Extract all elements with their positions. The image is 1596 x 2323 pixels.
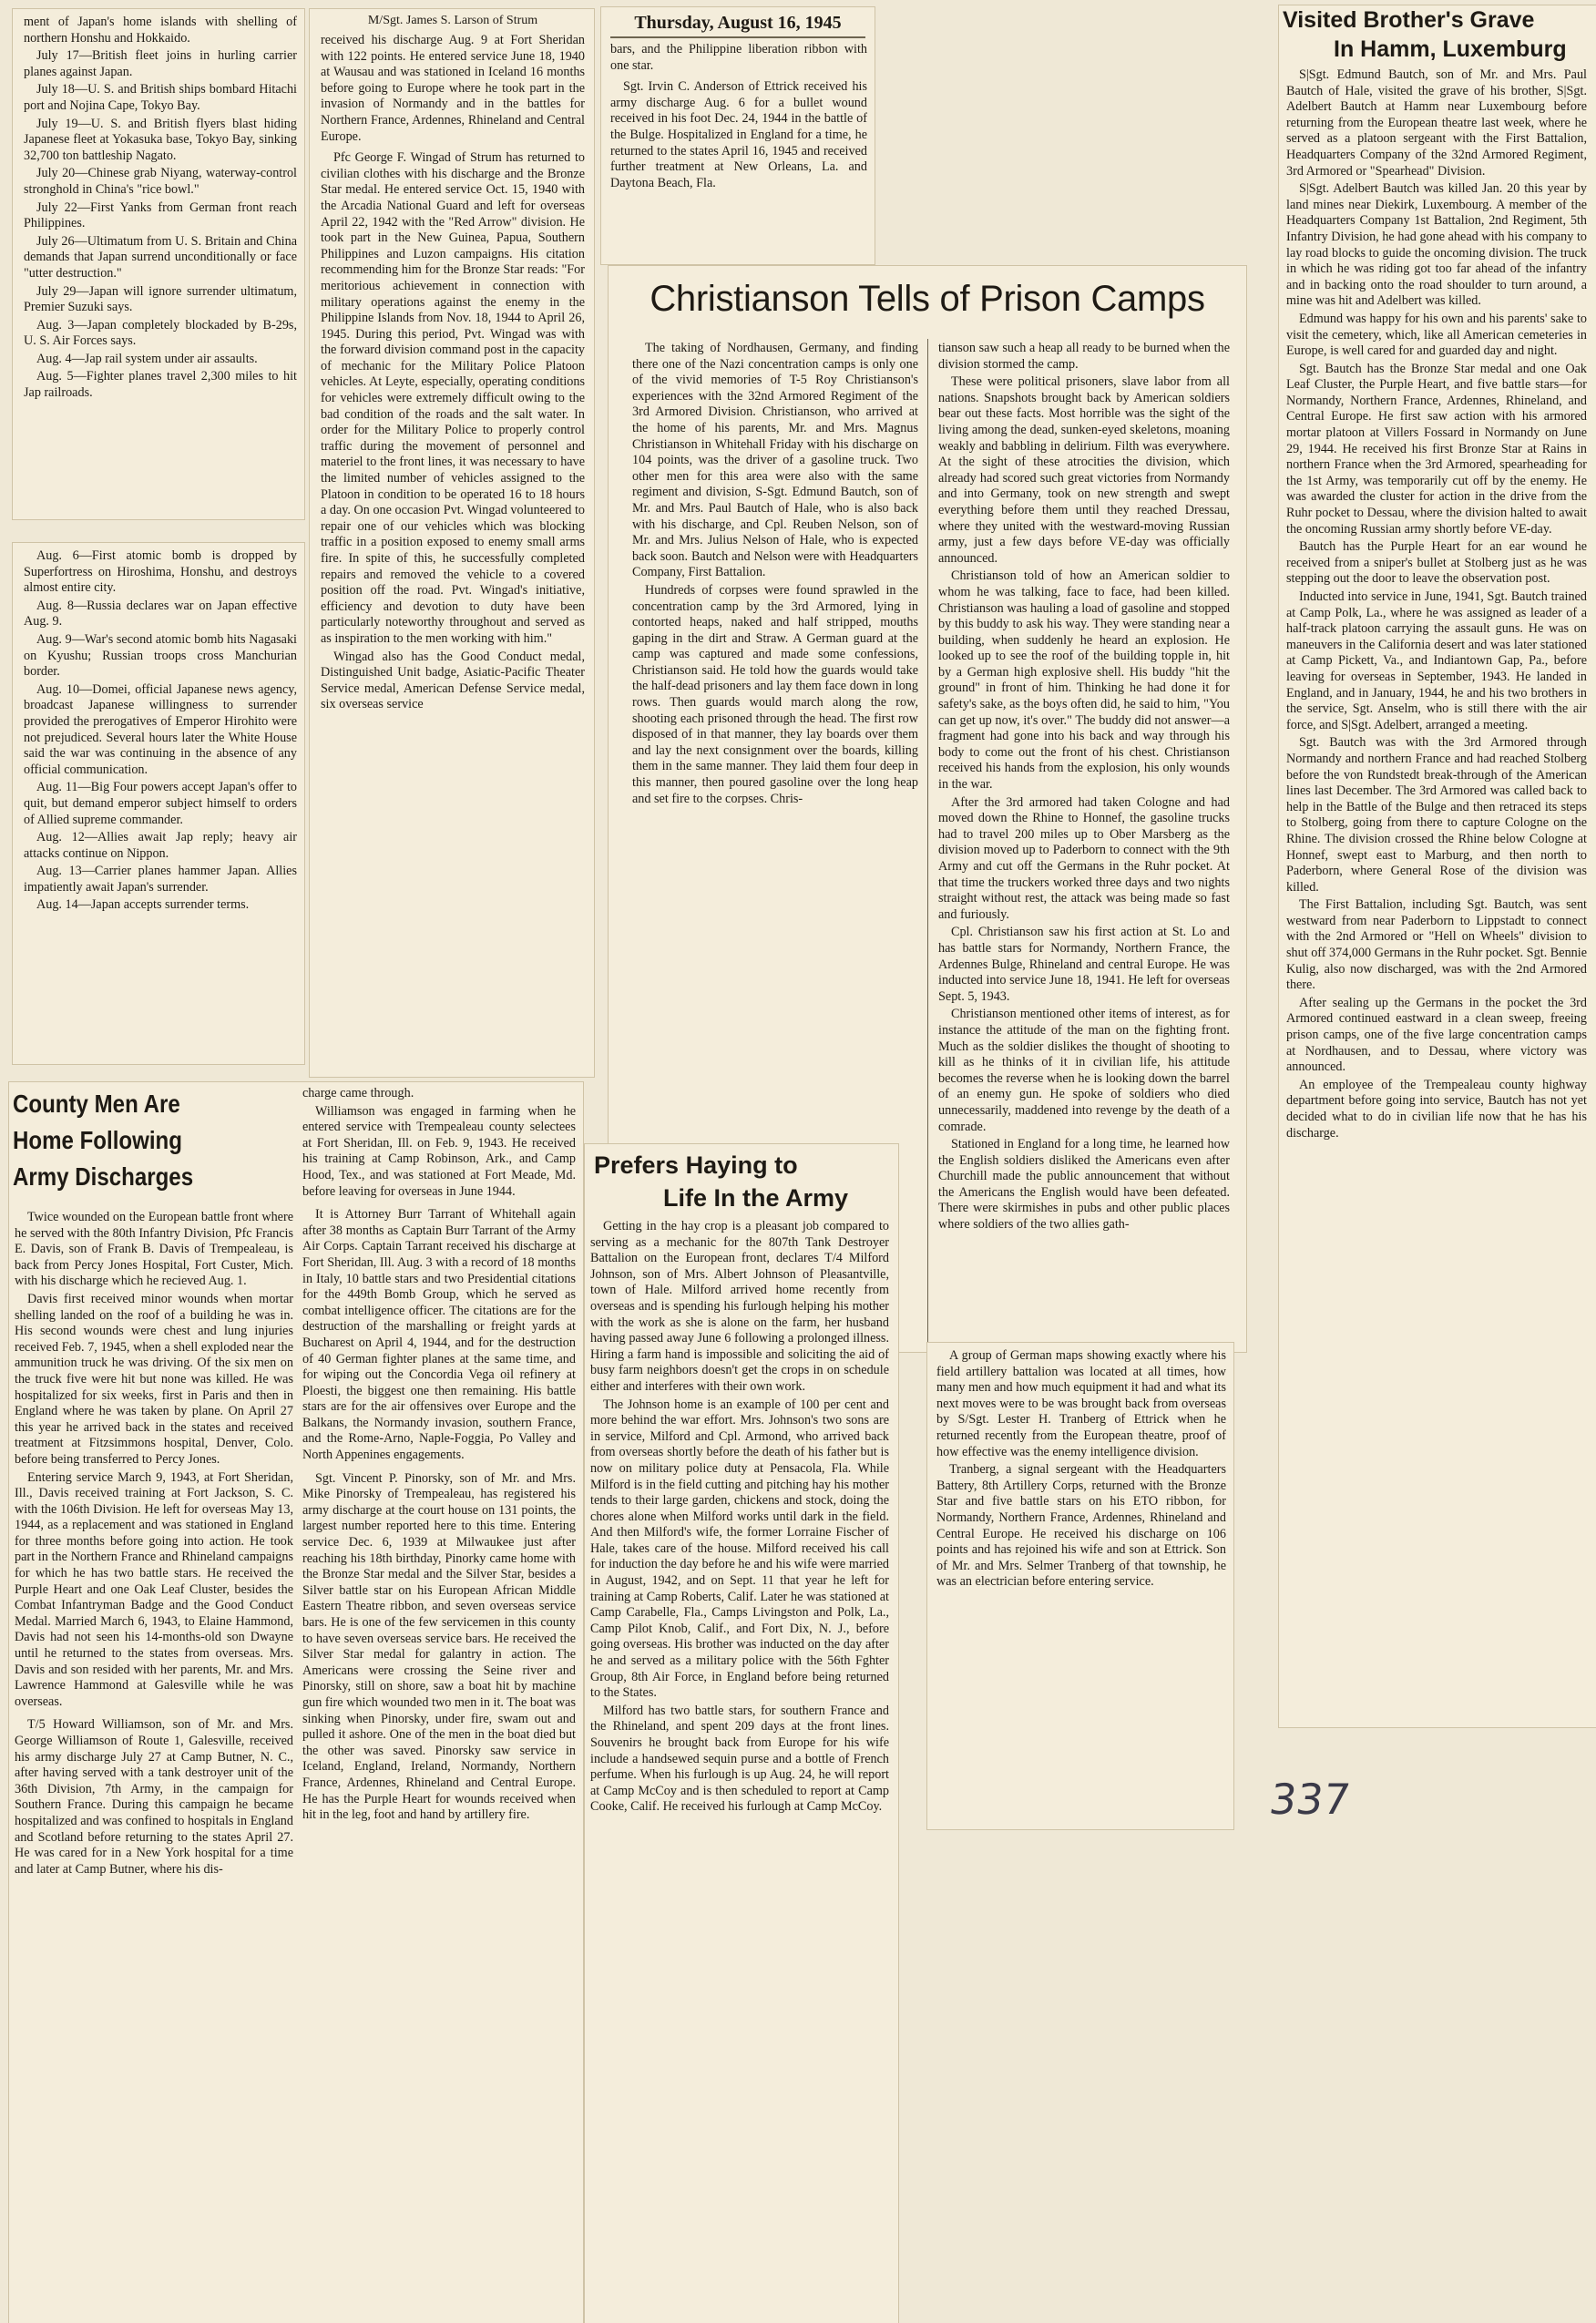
county-paragraph: Entering service March 9, 1943, at Fort Sheridan, Ill., Davis received training at Fort Jackson, S. C. with the 106th Division. He left for overseas May 13, 1944, as a replacement and was stationed in England for three months before going into action. He took part in the Northern France and Rhineland campaigns for which he has two battle stars. He received the Purple Heart and one Oak Leaf Cluster, besides the Combat Infantryman Badge and the Good Conduct Medal. Married March 6, 1943, to Elaine Hammond, Davis had not seen his 14-months-old son Dwayne until he returned to the states from overseas. Mrs. Davis and son resided with her parents, Mr. and Mrs. Lawrence Hammond at Galesville while he was overseas.: [15, 1469, 293, 1709]
chronology-entry: Aug. 6—First atomic bomb is dropped by Superfortress on Hiroshima, Honshu, and destroys almost entire city.: [24, 548, 297, 596]
bautch-headline-line: In Hamm, Luxemburg: [1334, 36, 1567, 62]
chronology-entry: July 18—U. S. and British ships bombard Hitachi port and Nojina Cape, Tokyo Bay.: [24, 82, 297, 113]
christianson-paragraph: Cpl. Christianson saw his first action at St. Lo and has battle stars for Normandy, Northern France, the Ardennes Bulge, Rhineland and central Europe. He was inducted into service June 18, 1941. He left for overseas Sept. 5, 1943.: [938, 925, 1230, 1004]
chronology-entry: July 29—Japan will ignore surrender ultimatum, Premier Suzuki says.: [24, 283, 297, 315]
county-paragraph: Sgt. Vincent P. Pinorsky, son of Mr. and Mrs. Mike Pinorsky of Trempealeau, has registered his army discharge at the court house on 131 points, the largest number reported here to this time. Entering service Dec. 6, 1939 at Milwaukee just after reaching his 18th birthday, Pinorky came home with the Bronze Star medal and the Silver Star, besides a Silver battle star on his European African Middle Eastern Theatre ribbon, and seven overseas service bars. He is one of the few servicemen in this county to have seven overseas service bars. He received the Silver Star medal for galantry in action. The Americans were crossing the Seine river and Pinorsky, still on shore, saw a boat hit by machine gun fire which wounded two men in it. The boat was sinking when Pinorsky, under fire, swam out and pulled it ashore. One of the men in the boat died but the other was saved. Pinorsky saw service in Iceland, England, Ireland, Normandy, Northern France, Ardennes, Rhineland and Central Europe. He has the Purple Heart for wounds received when hit in the leg, foot and hand by artillery fire.: [302, 1470, 576, 1823]
dateline-rule: [610, 36, 865, 38]
chronology-entry: Aug. 11—Big Four powers accept Japan's offer to quit, but demand emperor subject himself to orders of Allied supreme commander.: [24, 780, 297, 827]
japan-chronology-clipping-bottom: [13, 543, 304, 1064]
christianson-headline: Christianson Tells of Prison Camps: [650, 279, 1205, 319]
county-paragraph: Twice wounded on the European battle front where he served with the 80th Infantry Division, Pfc Francis E. Davis, son of Frank B. Davis of Trempealeau, is back from Percy Jones Hospital, Fort Custer, Mich. with his discharge which he recieved Aug. 1.: [15, 1210, 293, 1289]
chronology-entry: Aug. 14—Japan accepts surrender terms.: [36, 897, 250, 913]
county-column-1: [15, 1210, 293, 2319]
larson-paragraph: received his discharge Aug. 9 at Fort Sheridan with 122 points. He entered service June 18, 1940 at Wausau and was stationed in Iceland 16 months before going to Europe where he took part in the invasion of Normandy and in the battles for Northern France, Ardennes, Rhineland and Central Europe.: [321, 33, 585, 144]
christianson-paragraph: The taking of Nordhausen, Germany, and finding there one of the Nazi concentration camps is only one of the vivid memories of T-5 Roy Christianson's experiences with the 32nd Armored Regiment of the 3rd Armored Division. Christianson, who arrived at the home of his parents, Mr. and Mrs. Magnus Christianson in Whitehall Friday with his discharge on 104 points, was the driver of a gasoline truck. Two other men for this area were also with the same regiment and division, S-Sgt. Edmund Bautch, son of Mr. and Mrs. Paul Bautch of Hale, who is also back with his discharge, and Cpl. Reuben Nelson, son of Mr. and Mrs. Julius Nelson of Hale, who is expected back soon. Bautch and Nelson were with Headquarters Company, First Battalion.: [632, 341, 918, 580]
bautch-column: [1286, 67, 1587, 1724]
page-number: 337: [1266, 1775, 1354, 1824]
haying-headline-line: Life In the Army: [663, 1184, 849, 1212]
bautch-paragraph: Bautch has the Purple Heart for an ear wound he received from a sniper's bullet at Stolberg just as he was stepping out the door to leave the observation post.: [1286, 539, 1587, 587]
christianson-paragraph: Christianson mentioned other items of interest, as for instance the attitude of the man on the fighting front. Much as the soldier dislikes the thought of shooting to kill as he thinks of it in civilian life, his attitude becomes the reverse when he is looking down the barrel of an enemy gun. He spoke of soldiers who died unnecessarily, maddened into revenge by the death of a comrade.: [938, 1007, 1230, 1134]
japan-chronology-clipping-top: [13, 9, 304, 519]
haying-headline-line: Prefers Haying to: [594, 1151, 798, 1179]
county-paragraph: Williamson was engaged in farming when he entered service with Trempealeau county selectees at Fort Sheridan, Ill. on Feb. 9, 1943. He received his training at Camp Robinson, Ark., and Camp Hood, Tex., and was stationed at Fort Meade, Md. before leaving for overseas in June 1944.: [302, 1103, 576, 1199]
county-paragraph: It is Attorney Burr Tarrant of Whitehall again after 38 months as Captain Burr Tarrant of the Army Air Corps. Captain Tarrant received his discharge at Fort Sheridan, Ill. Aug. 3 with a record of 18 months in Italy, 10 battle stars and two Presidential citations for the 449th Bomb Group, which he served as combat intelligence officer. The citations are for the destruction of the marshalling or freight yards at Bucharest on April 4, 1944, and for the destruction of 40 German fighter planes at the same time, and for wiping out the Concordia Vega oil refinery at Ploesti, the biggest one then remaining. His battle stars are for the air offensives over Europe and the Balkans, the Normandy invasion, southern France, and the Rome-Arno, Naple-Foggia, Po Valley and North Appenines engagements.: [302, 1207, 576, 1463]
tranberg-column: [936, 1348, 1226, 1826]
chronology-entry: Aug. 3—Japan completely blockaded by B-29s, U. S. Air Forces says.: [24, 317, 297, 349]
county-column-2: [302, 1086, 576, 2319]
bautch-paragraph: S|Sgt. Adelbert Bautch was killed Jan. 20 this year by land mines near Diekirk, Luxembourg. A member of the Headquarters Company 1st Battalion, 2nd Regiment, 5th Infantry Division, he had gone ahead with his company to lay road blocks to guide the oncoming division. The truck in which he was riding got too far ahead of the infantry and in backing onto the road shoulder to turn around, a mine was hit and Adelbert was killed.: [1286, 181, 1587, 309]
bautch-paragraph: S|Sgt. Edmund Bautch, son of Mr. and Mrs. Paul Bautch of Hale, visited the grave of his brother, S|Sgt. Adelbert Bautch at Hamm near Luxembourg before returning from the European theatre last week, where he served as a platoon sergeant with the First Battalion, Headquarters Company of the 32nd Armored Regiment, 3rd Armored or "Spearhead" Division.: [1286, 67, 1587, 179]
wingad-medals-paragraph: Wingad also has the Good Conduct medal, Distinguished Unit badge, Asiatic-Pacific Theater Service medal, American Defense Service medal, six overseas service: [321, 649, 585, 712]
anderson-column: [610, 42, 867, 261]
anderson-paragraph: Sgt. Irvin C. Anderson of Ettrick received his army discharge Aug. 6 for a bullet wound received in his foot Dec. 24, 1944 in the battle of the Bulge. Hospitalized in England for a time, he returned to the states April 16, 1945 and received further treatment at New Orleans, La. and Daytona Beach, Fla.: [610, 79, 867, 190]
bautch-paragraph: Sgt. Bautch was with the 3rd Armored through Normandy and northern France and had reached Stolberg before the von Rundstedt break-through of the American lines last December. The 3rd Armored was called back to help in the Battle of the Bulge and then retraced its steps to Stolberg, going from there to capture Cologne on the Rhine. The division crossed the Rhine below Cologne at Honnef, swept east to Marburg, and then north to Paderborn, where General Rose of the division was killed.: [1286, 735, 1587, 895]
christianson-column-rule: [927, 339, 928, 1346]
bautch-headline-line: Visited Brother's Grave: [1283, 7, 1535, 33]
christianson-paragraph: Stationed in England for a long time, he learned how the English soldiers disliked the Americans even after Churchill made the public announcement that without the Americans the English would have been defeated. There were skirmishes in pubs and other public places where soldiers of the two allies gath-: [938, 1137, 1230, 1233]
japan-chronology-top: [24, 15, 297, 516]
dateline: Thursday, August 16, 1945: [634, 13, 842, 33]
chronology-entry: Aug. 13—Carrier planes hammer Japan. Allies impatiently await Japan's surrender.: [24, 864, 297, 895]
haying-paragraph: The Johnson home is an example of 100 per cent and more behind the war effort. Mrs. Johnson's two sons are in service, Milford and Cpl. Armond, who arrived back from overseas shortly before the death of his father but is now on military police duty at Pensacola, Fla. While Milford is in the field cutting and pitching hay his mother tends to their large garden, chickens and stock, doing the chores alone when Milford works until dark in the field. And then Milford's wife, the former Lorraine Fischer of Hale, takes care of the house. Milford received his call for induction the day before he and his wife were married in August, 1942, and on Sept. 11 that year he left for training at Camp Roberts, Calif. Later he was stationed at Camp Carabelle, Fla., Camps Livingston and Polk, La., Camp Pilot Knob, Calif., and Fort Dix, N. J., before going overseas. His brother was inducted on the day after he and served as a military police with the 56th Fghter Group, 8th Air Force, in England before being returned to the States.: [590, 1397, 889, 1701]
chronology-entry: July 17—British fleet joins in hurling carrier planes against Japan.: [24, 48, 297, 79]
bautch-paragraph: An employee of the Trempealeau county highway department before going into service, Bautch has not yet decided what to do in civilian life now that he has his discharge.: [1286, 1077, 1587, 1141]
christianson-paragraph: tianson saw such a heap all ready to be burned when the division stormed the camp.: [938, 341, 1230, 372]
county-paragraph: charge came through.: [302, 1086, 414, 1100]
county-paragraph: T/5 Howard Williamson, son of Mr. and Mrs. George Williamson of Route 1, Galesville, received his army discharge July 27 at Camp Butner, N. C., after having served with a tank destroyer unit of the 36th Division, 7th Army, in the campaign for Southern France. During this campaign he became hospitalized and was confined to hospitals in England and Scotland before returning to the states April 27. He was cared for in a New York hospital for a time and later at Camp Butner, where his dis-: [15, 1717, 293, 1877]
county-headline-line: Home Following: [13, 1126, 182, 1154]
chronology-entry: July 22—First Yanks from German front reach Philippines.: [24, 200, 297, 231]
bautch-clipping: [1279, 5, 1596, 1727]
larson-wingad-clipping: [310, 9, 594, 1077]
county-men-clipping: [9, 1082, 583, 2323]
chronology-entry: July 19—U. S. and British flyers blast hiding Japanese fleet at Yokasuka base, Tokyo Bay, sinking 32,700 ton battleship Nagato.: [24, 116, 297, 163]
county-paragraph: Davis first received minor wounds when mortar shelling landed on the roof of a building he was in. His second wounds were chest and lung injuries received Feb. 7, 1945, when a shell exploded near the ammunition truck he was driving. Of the six men on the truck five were hit but none was killed. He was hospitalized for six weeks, first in Paris and then in England where he was taken by plane. On April 27 this year he arrived back in the states and received treatment at Fitzsimmons hospital, Denver, Colo. before being transferred to Percy Jones.: [15, 1291, 293, 1467]
bautch-paragraph: Edmund was happy for his own and his parents' sake to visit the cemetery, which, like all American cemeteries in Europe, is well cared for and guarded day and night.: [1286, 311, 1587, 359]
christianson-paragraph: Christianson told of how an American soldier to whom he was talking, face to face, had been killed. Christianson was hauling a load of gasoline and stopped by this buddy to ask his way. They were standing near a building, when suddenly he heard an explosion. He looked up to see the roof of the building topple in, hit by a German high explosive shell. His buddy "hit the ground" in front of him. Thinking he had done it for safety's sake, as the boys often did, he said to him, "You can get up now, it's over." The buddy did not answer—a fragment had gone into his back and way through his body to come out the front of his chest. Christianson received his hands from the explosion, his only wounds in the war.: [938, 568, 1230, 793]
bautch-paragraph: Sgt. Bautch has the Bronze Star medal and one Oak Leaf Cluster, the Purple Heart, and five battle stars—for Normandy, Northern France, Ardennes, Rhineland, and Central Europe. He first saw action with his armored mortar platoon at Villers Fossard in Normandy on June 29, 1944. He received his first Bronze Star at Rains in northern France when the 3rd Armored, spearheading for the 1st Army, was temporarily cut off by the enemy. He was awarded the cluster for action in the drive from the Ruhr pocket to Dessau, where the division halted to await the oncoming Russian army shortly before VE-day.: [1286, 361, 1587, 537]
chronology-entry: Aug. 12—Allies await Jap reply; heavy air attacks continue on Nippon.: [24, 830, 297, 861]
county-headline-line: County Men Are: [13, 1090, 180, 1118]
chronology-entry: Aug. 4—Jap rail system under air assaults.: [36, 351, 258, 366]
christianson-paragraph: These were political prisoners, slave labor from all nations. Snapshots brought back by American soldiers bear out these facts. Most horrible was the sight of the living among the dead, sunken-eyed skeletons, moaning weakly and babbling in delirium. Filth was everywhere. At the sight of these atrocities the division, which already had scored such great victories from Normandy and into Germany, took on new strength and swept everything before them until they reached Dressau, where they united with the westward-moving Russian army, just a few days before VE-day was officially announced.: [938, 374, 1230, 566]
christianson-paragraph: After the 3rd armored had taken Cologne and had moved down the Rhine to Honnef, the gasoline trucks had to travel 200 miles up to Ober Marsberg as the division moved up to Paderborn to connect with the 9th Army and cut off the Germans in the Ruhr pocket. At that time the truckers worked three days and two nights straight without rest, the attack was being made so fast and furiously.: [938, 794, 1230, 922]
chronology-entry: July 26—Ultimatum from U. S. Britain and China demands that Japan surrend unconditionally or face "utter destruction.": [24, 233, 297, 281]
tranberg-clipping: [927, 1343, 1233, 1829]
haying-paragraph: Milford has two battle stars, for southern France and the Rhineland, and spent 209 days at the front lines. Souvenirs he brought back from Europe for his wife include a handsewed sequin purse and a bottle of French perfume. When his furlough is up Aug. 24, he will report at Camp McCoy and is then scheduled to report at Camp Cooke, Calif. He received his furlough at Camp McCoy.: [590, 1703, 889, 1815]
christianson-paragraph: Hundreds of corpses were found sprawled in the concentration camp by the 3rd Armored, lying in contorted heaps, naked and half stripped, mouths gaping in the dirt and Straw. A German guard at the camp was captured and made some confessions, Christianson said. He told how the guards would take the half-dead prisoners and lay them face down in long rows. Then guards would march along the row, shooting each prisoned through the head. The first row disposed of in that manner, they lay boards over them and lay the next consignment over the boards, killing them in the same manner. They laid them four deep in this manner, then poured gasoline over the long heap and set fire to the corpses. Chris-: [632, 582, 918, 806]
chronology-entry: Aug. 5—Fighter planes travel 2,300 miles to hit Jap railroads.: [24, 369, 297, 401]
haying-column: [590, 1219, 889, 2319]
bautch-paragraph: Inducted into service in June, 1941, Sgt. Bautch trained at Camp Polk, La., where he was assigned as leader of a half-track platoon carrying the assault guns. He was on maneuvers in the California desert and was later stationed at Camp Pickett, Va., and Indiantown Gap, Pa., before leaving for overseas in September, 1943. He landed in England, and in January, 1944, he and his two brothers in the service, Sgt. Anselm, who is still there with the air force, and S|Sgt. Adelbert, arranged a meeting.: [1286, 589, 1587, 732]
chronology-entry: Aug. 9—War's second atomic bomb hits Nagasaki on Kyushu; Russian troops cross Manchurian border.: [24, 631, 297, 680]
japan-chronology-bottom: [24, 548, 297, 1060]
tranberg-paragraph: A group of German maps showing exactly where his field artillery battalion was located at all times, how many men and how much equipment it had and what its next moves were to be was brought back from overseas by S/Sgt. Lester H. Tranberg of Ettrick when he returned recently from the European theatre, proof of how effective was the enemy intelligence division.: [936, 1348, 1226, 1459]
bautch-paragraph: The First Battalion, including Sgt. Bautch, was sent westward from near Paderborn to Lippstadt to connect with the 2nd Armored or "Hell on Wheels" division to shut off 374,000 Germans in the Ruhr pocket. Sgt. Bennie Kulig, also now discharged, was with the 2nd Armored there.: [1286, 897, 1587, 993]
haying-clipping: [585, 1144, 898, 2323]
chronology-entry: ment of Japan's home islands with shelling of northern Honshu and Hokkaido.: [24, 15, 297, 46]
larson-byline: M/Sgt. James S. Larson of Strum: [367, 14, 538, 27]
county-headline-line: Army Discharges: [13, 1162, 194, 1191]
anderson-clipping: [601, 7, 875, 264]
tranberg-paragraph: Tranberg, a signal sergeant with the Headquarters Battery, 8th Artillery Corps, returned with the Bronze Star and five battle stars on his ETO ribbon, for Normandy, Northern France, Ardennes, Rhineland and Central Europe. He received his discharge on 106 points and has rejoined his wife and son at Ettrick. Son of Mr. and Mrs. Selmer Tranberg of that township, he was an electrician before entering service.: [936, 1462, 1226, 1590]
county-men-headline: [13, 1086, 295, 1195]
larson-wingad-column: [321, 13, 585, 1073]
christianson-column-2: [938, 341, 1230, 1348]
bautch-paragraph: After sealing up the Germans in the pocket the 3rd Armored continued eastward in a clean sweep, freeing prison camps, one of the five large concentration camps at Nordhausen, and to Dessau, where victory was announced.: [1286, 995, 1587, 1075]
haying-paragraph: Getting in the hay crop is a pleasant job compared to serving as a mechanic for the 807th Tank Destroyer Battalion on the European front, declares T/4 Milford Johnson, son of Mrs. Albert Johnson of Pleasantville, town of Hale. Milford arrived home recently from overseas and is spending his furlough helping his mother with the work as she is alone on the farm, her husband having passed away June 6 following a prolonged illness. Hiring a farm hand is impossible and soliciting the aid of busy farm neighbors doesn't get the crops in on schedule either and interferes with their own work.: [590, 1219, 889, 1394]
chronology-entry: Aug. 8—Russia declares war on Japan effective Aug. 9.: [24, 598, 297, 629]
anderson-paragraph: bars, and the Philippine liberation ribbon with one star.: [610, 42, 867, 73]
chronology-entry: Aug. 10—Domei, official Japanese news agency, broadcast Japanese willingness to surrender provided the prerogatives of Emperor Hirohito were not prejudiced. Several hours later the White House said the war was continuing in the absence of any official communication.: [24, 681, 297, 777]
chronology-entry: July 20—Chinese grab Niyang, waterway-control stronghold in China's "rice bowl.": [24, 166, 297, 197]
wingad-paragraph: Pfc George F. Wingad of Strum has returned to civilian clothes with his discharge and the Bronze Star medal. He entered service Oct. 15, 1940 with the Arcadia National Guard and left for overseas April 22, 1942 with the "Red Arrow" division. He took part in the New Guinea, Papua, Southern Philippines and Luzon campaigns. His citation recommending him for the Bronze Star reads: "For meritorious achievement in connection with military operations against the enemy in the Philippine Islands from Nov. 18, 1944 to April 26, 1945. During this period, Pvt. Wingad was with the forward division command post in the capacity of mechanic for the Military Police Platoon vehicles. At Leyte, especially, operating conditions for vehicles were extremely difficult owing to the bad condition of the roads and the salt water. In order for the Military Police to properly control traffic during the movement of personnel and materiel to the front lines, it was necessary to have the limited number of vehicles assigned to the Platoon in condition to be operated 16 to 18 hours a day. On one occasion Pvt. Wingad volunteered to repair one of our vehicles which was blocking traffic in a position exposed to enemy small arms fire. In spite of this, he successfully completed repairs and removed the vehicle to a covered position off the road. Pvt. Wingad's initiative, efficiency and devotion to duty have been particularly noteworthy throughout and served as as inspiration to the men working with him.": [321, 150, 585, 646]
